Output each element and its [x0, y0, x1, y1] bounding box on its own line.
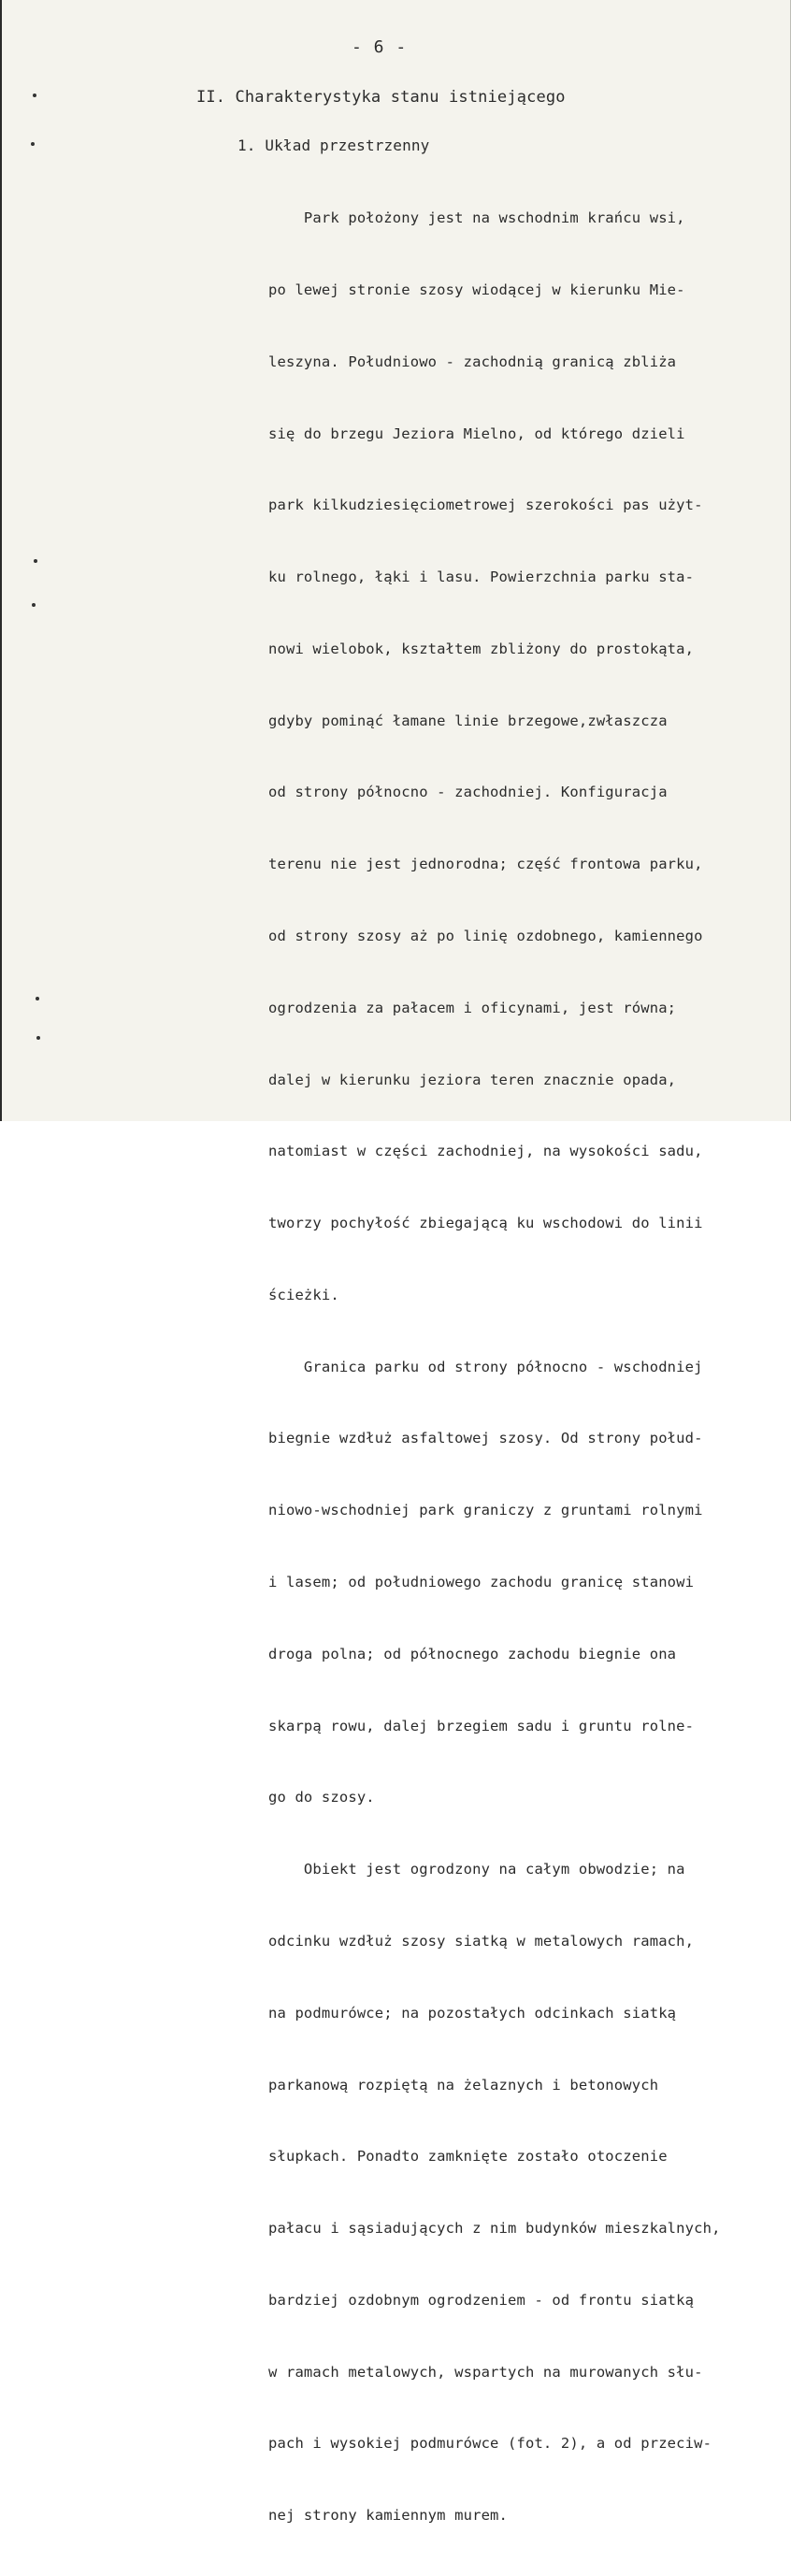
subsection-heading: 1. Układ przestrzenny	[237, 137, 430, 154]
text-line: słupkach. Ponadto zamknięte zostało otoczenie	[268, 2148, 668, 2166]
text-line: gdyby pominąć łamane linie brzegowe,zwłaszcza	[268, 712, 668, 729]
text-line: Granica parku od strony północno - wschodniej	[268, 1358, 703, 1375]
margin-mark	[36, 997, 39, 1000]
text-line: leszyna. Południowo - zachodnią granicą zbliża	[268, 353, 677, 370]
text-line: terenu nie jest jednorodna; część frontowa parku,	[268, 856, 703, 873]
text-line: Obiekt jest ogrodzony na całym obwodzie; na	[268, 1861, 685, 1878]
text-line: od strony szosy aż po linię ozdobnego, kamiennego	[268, 928, 703, 944]
margin-mark	[32, 603, 36, 607]
text-line: niowo-wschodniej park graniczy z gruntami rolnymi	[268, 1502, 703, 1519]
text-line: w ramach metalowych, wspartych na murowanych słu-	[268, 2363, 703, 2381]
text-line: park kilkudziesięciometrowej szerokości pas użyt-	[268, 496, 703, 514]
text-line: skarpą rowu, dalej brzegiem sadu i gruntu rolne-	[268, 1717, 695, 1734]
text-line: odcinku wzdłuż szosy siatką w metalowych ramach,	[268, 1932, 695, 1950]
text-line: Park położony jest na wschodnim krańcu wsi,	[268, 209, 685, 227]
section-heading: II. Charakterystyka stanu istniejącego	[196, 88, 566, 107]
text-line: po lewej stronie szosy wiodącej w kierunku Mie-	[268, 281, 685, 298]
body-text	[268, 159, 721, 2576]
page-number: - 6 -	[352, 37, 408, 57]
margin-mark	[36, 1036, 40, 1040]
text-line: ścieżki.	[268, 1286, 339, 1303]
text-line: nowi wielobok, kształtem zbliżony do prostokąta,	[268, 640, 695, 657]
text-line: pałacu i sąsiadujących z nim budynków mieszkalnych,	[268, 2220, 721, 2238]
text-line: dalej w kierunku jeziora teren znacznie opada,	[268, 1071, 677, 1088]
margin-mark	[33, 94, 36, 97]
text-line: bardziej ozdobnym ogrodzeniem - od frontu siatką	[268, 2291, 695, 2309]
text-line: od strony północno - zachodniej. Konfiguracja	[268, 784, 668, 801]
text-line: droga polna; od północnego zachodu biegnie ona	[268, 1645, 677, 1662]
text-line: ogrodzenia za pałacem i oficynami, jest równa;	[268, 999, 677, 1016]
text-line: na podmurówce; na pozostałych odcinkach siatką	[268, 2004, 677, 2022]
text-line: i lasem; od południowego zachodu granicę stanowi	[268, 1574, 695, 1591]
text-line: go do szosy.	[268, 1789, 375, 1806]
text-line: pach i wysokiej podmurówce (fot. 2), a od przeciw-	[268, 2435, 712, 2453]
text-line: parkanową rozpiętą na żelaznych i betonowych	[268, 2076, 659, 2094]
text-line: nej strony kamiennym murem.	[268, 2507, 509, 2525]
margin-mark	[34, 559, 37, 563]
text-line: tworzy pochyłość zbiegającą ku wschodowi do linii	[268, 1215, 703, 1232]
text-line: się do brzegu Jeziora Mielno, od którego dzieli	[268, 425, 685, 442]
text-line: ku rolnego, łąki i lasu. Powierzchnia parku sta-	[268, 568, 695, 586]
text-line: natomiast w części zachodniej, na wysokości sadu,	[268, 1143, 703, 1160]
text-line: biegnie wzdłuż asfaltowej szosy. Od strony połud-	[268, 1430, 703, 1447]
margin-mark	[31, 142, 35, 146]
